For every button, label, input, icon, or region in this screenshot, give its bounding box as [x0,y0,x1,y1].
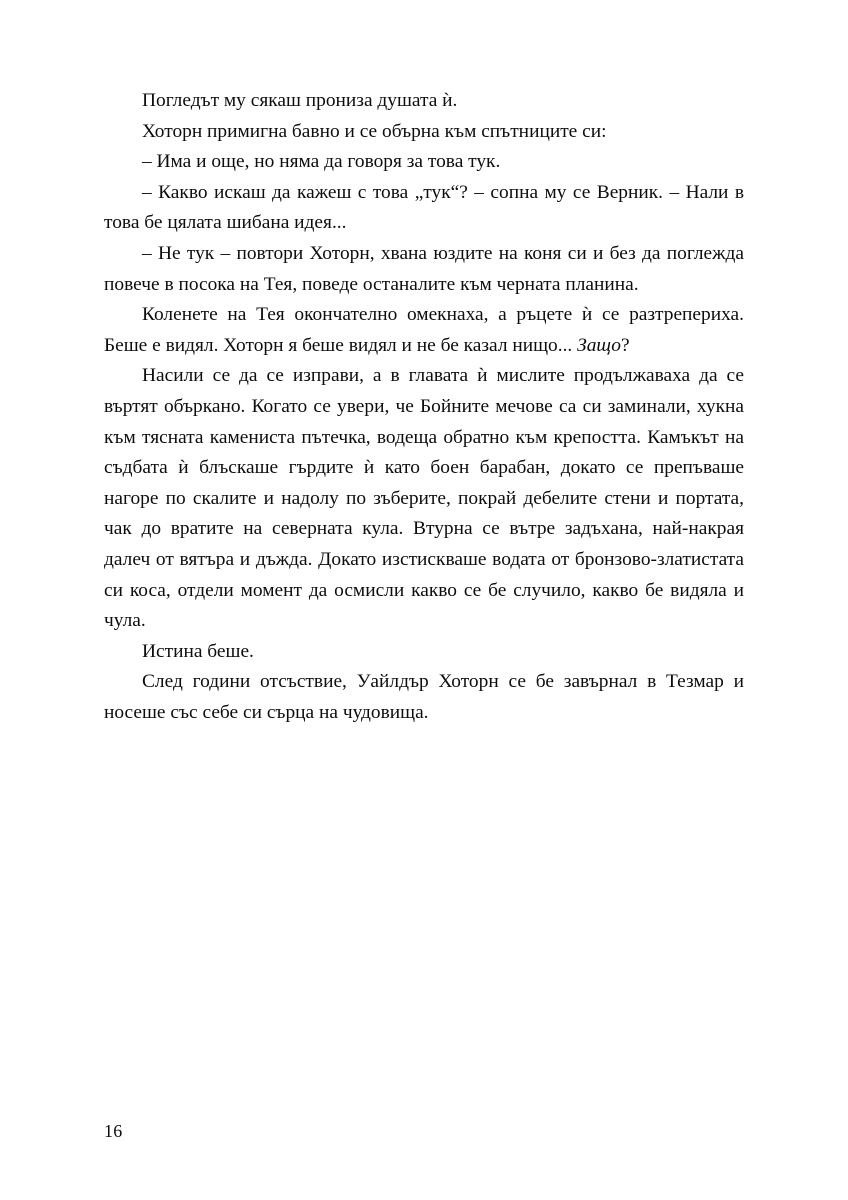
paragraph-with-emphasis: Коленете на Тея окончателно омекнаха, а ръцете ѝ се разтрепериха. Беше е видял. Хоторн я беше видял и не бе казал нищо... Защо? [104,304,744,356]
paragraph: След години отсъствие, Уайлдър Хоторн се бе завърнал в Тезмар и носеше със себе си сърца на чудовища. [104,671,744,723]
paragraph: – Какво искаш да кажеш с това „тук“? – сопна му се Верник. – Нали в това бе цялата шибана идея... [104,181,744,234]
body-text [104,86,744,728]
paragraph: Погледът му сякаш прониза душата ѝ. [142,90,458,111]
page-number: 16 [104,1121,123,1141]
paragraph: – Има и още, но няма да говоря за това тук. [142,151,501,173]
paragraph: Истина беше. [142,640,254,662]
emphasis: Защо [577,334,621,356]
paragraph: Хоторн примигна бавно и се обърна към спътниците си: [142,120,607,142]
paragraph: Насили се да се изправи, а в главата ѝ мислите продължаваха да се въртят объркано. Когато се увери, че Бойните мечове са си заминали, хукна към тясната камениста пътечка, водеща обратно към крепостта. Камъкът на съдбата ѝ блъскаше гърдите ѝ като боен барабан, докато се препъваше нагоре по скалите и надолу по зъберите, покрай дебелите стени и портата, чак до вратите на северната кула. Втурна се вътре задъхана, най-накрая далеч от вятъра и дъжда. Докато изстискваше водата от бронзово-златистата си коса, отдели момент да осмисли какво се бе случило, какво бе видяла и чула. [104,365,744,632]
paragraph: – Не тук – повтори Хоторн, хвана юздите на коня си и без да поглежда повече в посока на Тея, поведе останалите към черната планина. [104,242,744,295]
